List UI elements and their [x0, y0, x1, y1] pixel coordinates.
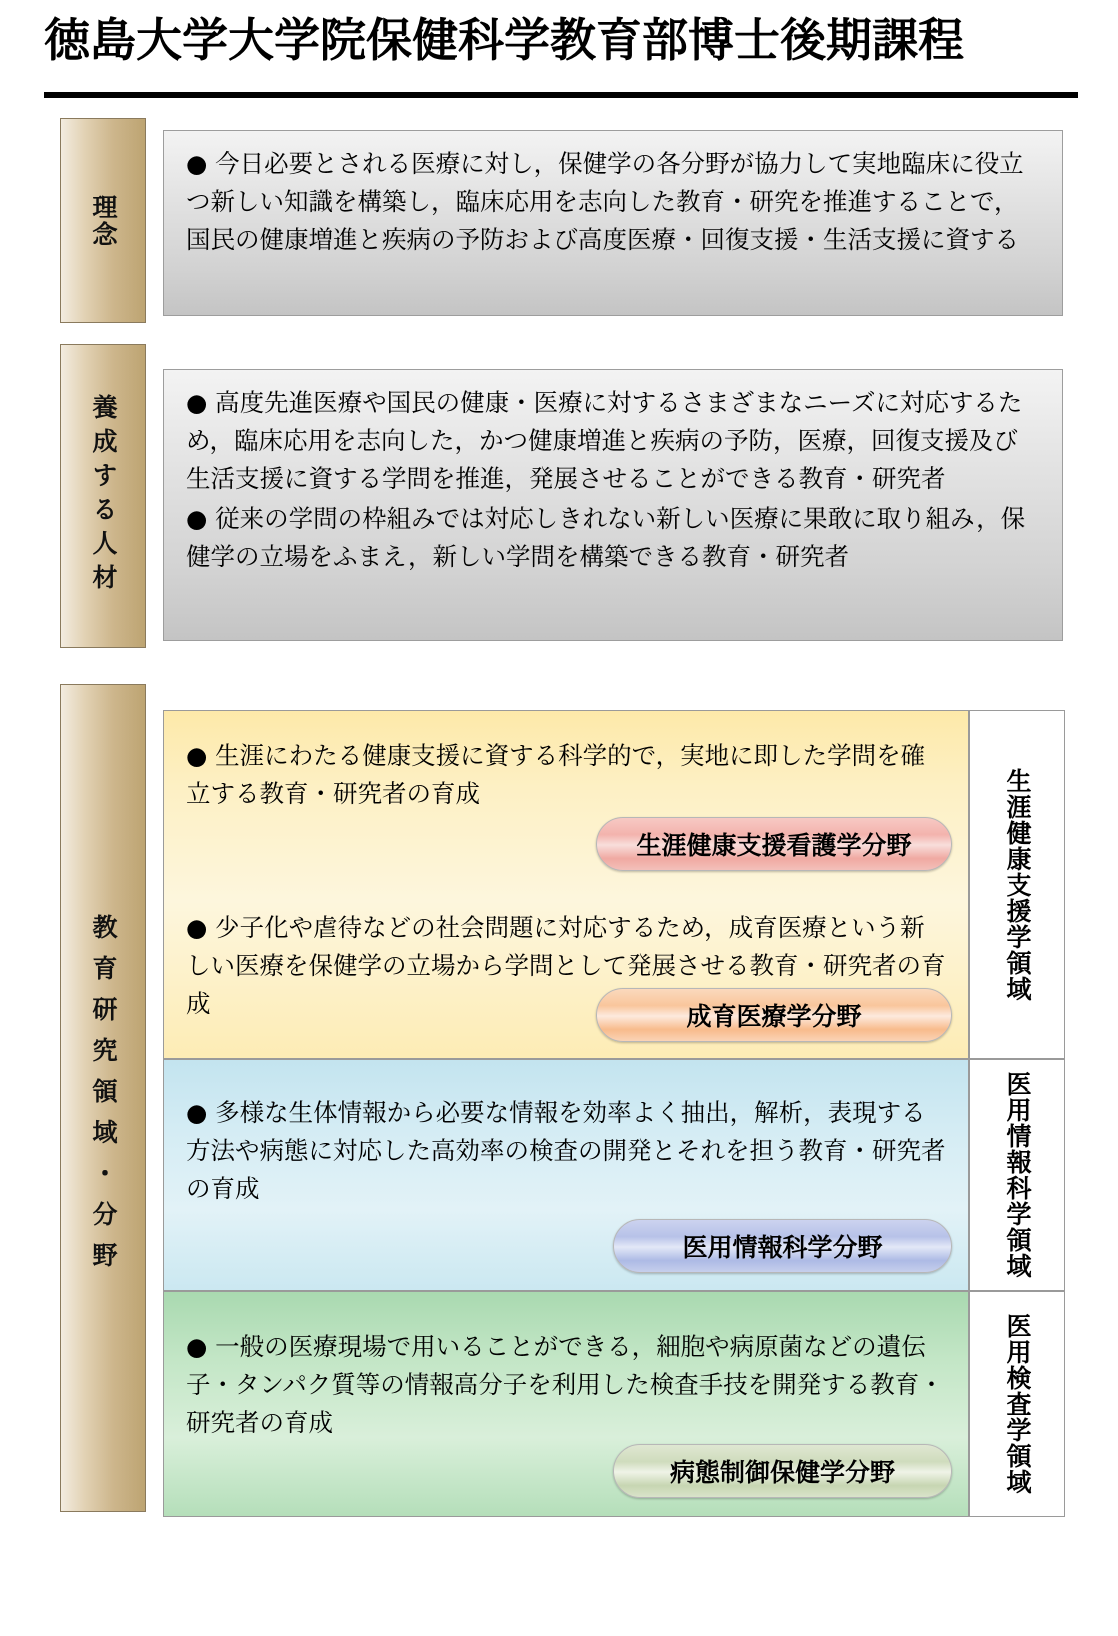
- area-1-text-1: ● 生涯にわたる健康支援に資する科学的で，実地に即した学問を確立する教育・研究者の育成: [186, 741, 926, 808]
- field-badge-lifelong-health-nursing[interactable]: 生涯健康支援看護学分野: [596, 817, 952, 871]
- area-3-text-1: ● 一般の医療現場で用いることができる，細胞や病原菌などの遺伝子・タンパク質等の情報高分子を利用した検査手技を開発する教育・研究者の育成: [186, 1332, 944, 1437]
- section-label-talent: 養成する人材: [60, 344, 146, 648]
- area-name-strip-3: 医用検査学領域: [969, 1291, 1065, 1517]
- talent-text-1: ● 高度先進医療や国民の健康・医療に対するさまざまなニーズに対応するため，臨床応用を志向した，かつ健康増進と疾病の予防，医療，回復支援及び生活支援に資する学問を推進，発展させることができる教育・研究者: [186, 388, 1023, 493]
- area-2-text-1: ● 多様な生体情報から必要な情報を効率よく抽出，解析，表現する方法や病態に対応した高効率の検査の開発とそれを担う教育・研究者の育成: [186, 1098, 946, 1203]
- title-divider: [44, 92, 1078, 98]
- talent-panel: [163, 369, 1063, 641]
- page-title: 徳島大学大学院保健科学教育部博士後期課程: [44, 13, 964, 67]
- talent-text-2: ● 従来の学問の枠組みでは対応しきれない新しい医療に果敢に取り組み，保健学の立場をふまえ，新しい学問を構築できる教育・研究者: [186, 503, 1026, 571]
- field-badge-pathophysiology-control-health[interactable]: 病態制御保健学分野: [613, 1444, 952, 1498]
- area-1-text-2: ● 少子化や虐待などの社会問題に対応するため，成育医療という新しい医療を保健学の立場から学問として発展させる教育・研究者の育成: [186, 913, 946, 1018]
- section-label-philosophy: 理念: [60, 118, 146, 323]
- area-name-strip-2: 医用情報科学領域: [969, 1059, 1065, 1291]
- field-badge-medical-information-science[interactable]: 医用情報科学分野: [613, 1219, 952, 1273]
- philosophy-panel: [163, 130, 1063, 316]
- area-name-strip-1: 生涯健康支援学領域: [969, 710, 1065, 1059]
- field-badge-growth-development-medicine[interactable]: 成育医療学分野: [596, 988, 952, 1042]
- section-label-areas: 教育研究領域・分野: [60, 684, 146, 1512]
- philosophy-text: ● 今日必要とされる医療に対し，保健学の各分野が協力して実地臨床に役立つ新しい知識を構築し，臨床応用を志向した教育・研究を推進することで，国民の健康増進と疾病の予防および高度医療・回復支援・生活支援に資する: [186, 149, 1024, 254]
